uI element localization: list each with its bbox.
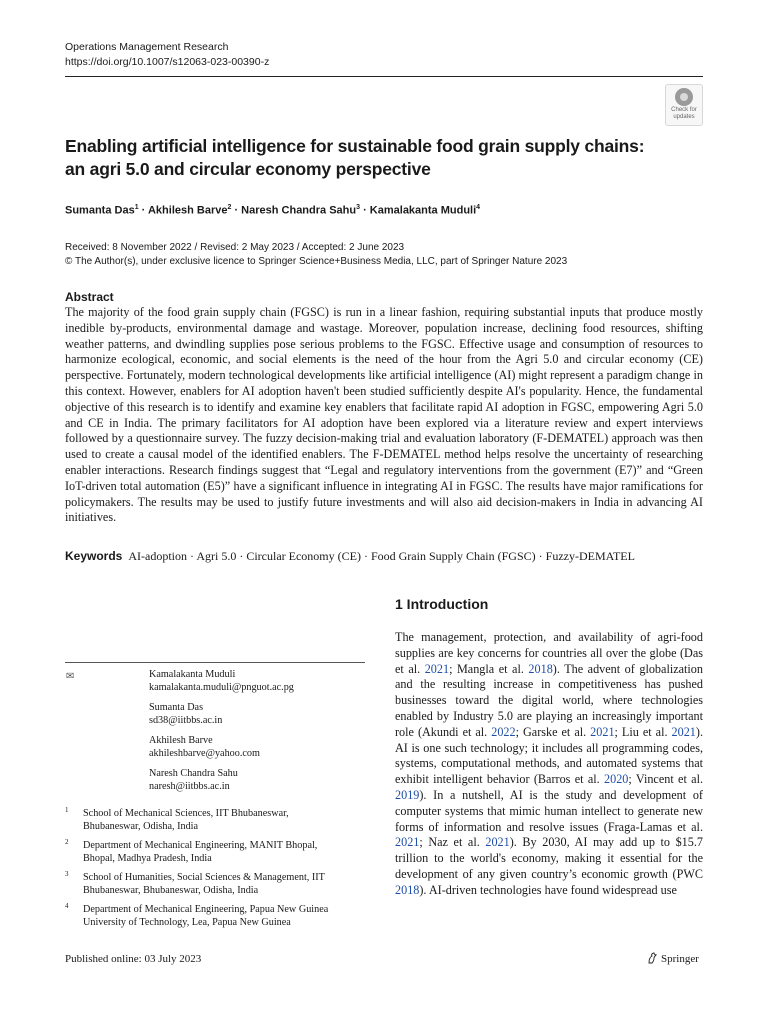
publisher-name: Springer — [661, 953, 699, 965]
citation-link[interactable]: 2021 — [590, 724, 615, 739]
envelope-icon: ✉ — [66, 671, 75, 682]
contact-entry — [149, 767, 238, 793]
affiliation-line: Bhubaneswar, Bhubaneswar, Odisha, India — [83, 885, 259, 896]
intro-text: ; Garske et al. — [515, 724, 591, 739]
contact-name: Naresh Chandra Sahu — [149, 768, 238, 779]
contact-email[interactable]: sd38@iitbbs.ac.in — [149, 715, 223, 726]
affiliation-number: 1 — [65, 806, 69, 814]
publication-dates — [65, 241, 567, 269]
citation-link[interactable]: 2021 — [395, 835, 420, 850]
keywords-list: AI-adoption · Agri 5.0 · Circular Economy (CE) · Food Grain Supply Chain (FGSC) · Fuzzy-DEMATEL — [128, 549, 635, 563]
introduction-text — [395, 630, 703, 899]
keywords — [65, 549, 635, 564]
published-online: Published online: 03 July 2023 — [65, 953, 202, 965]
contact-name: Sumanta Das — [149, 702, 204, 713]
publisher-logo — [646, 952, 699, 965]
intro-text: The management, protection, and availability of agri-food supplies are key concerns for countries all over the globe (Das et al. — [395, 630, 703, 676]
affiliation-number: 2 — [65, 838, 69, 846]
citation-link[interactable]: 2021 — [485, 835, 510, 850]
received-dates: Received: 8 November 2022 / Revised: 2 May 2023 / Accepted: 2 June 2023 — [65, 242, 405, 253]
citation-link[interactable]: 2019 — [395, 787, 420, 802]
journal-name: Operations Management Research — [65, 41, 229, 53]
author-name[interactable]: Kamalakanta Muduli — [369, 204, 477, 217]
citation-link[interactable]: 2022 — [491, 724, 516, 739]
intro-text: ). AI is one such technology; it includes all programming codes, systems, computational methods, and automated systems that exhibit intelligent behavior (Barros et al. — [395, 724, 703, 787]
contact-entry — [149, 701, 222, 727]
affiliation-line: Department of Mechanical Engineering, Papua New Guinea — [83, 904, 329, 915]
intro-text: ). AI-driven technologies have found widespread use — [419, 882, 677, 897]
doi-link[interactable]: https://doi.org/10.1007/s12063-023-00390-z — [65, 56, 270, 68]
affiliation-line: School of Mechanical Sciences, IIT Bhubaneswar, — [83, 808, 289, 819]
author-name[interactable]: Akhilesh Barve — [147, 204, 228, 217]
update-check-icon — [675, 88, 693, 106]
intro-text: ; Mangla et al. — [449, 661, 529, 676]
citation-link[interactable]: 2018 — [395, 882, 420, 897]
affiliation-line: School of Humanities, Social Sciences & Management, IIT — [83, 872, 325, 883]
author-affiliation-mark: 1 — [134, 204, 139, 211]
intro-text: ). The advent of globalization and the resulting increase in competitiveness has pushed businesses toward the digital world, where technologies enabled by Industry 5.0 are playing an increasingly important role (Akundi et al. — [395, 661, 703, 739]
intro-text: ; Naz et al. — [419, 835, 486, 850]
affiliation-line: Department of Mechanical Engineering, MANIT Bhopal, — [83, 840, 318, 851]
intro-text: ; Liu et al. — [614, 724, 672, 739]
affiliation-line: University of Technology, Lea, Papua New Guinea — [83, 917, 291, 928]
section-heading: 1 Introduction — [395, 596, 489, 612]
author-affiliation-mark: 2 — [227, 204, 232, 211]
abstract-text: The majority of the food grain supply chain (FGSC) is run in a linear fashion, requiring substantial inputs that produce mostly inedible by-products, environmental damage and wastage. Moreover, population increase, declining food resources, shifting weather patterns, and dwindling supplies pose serious problems to the FGSC. Effective usage and consumption of resources to harmonize ecological, economic, and social elements is the need of the hour from the Agri 5.0 and circular economy (CE) perspective. Fortunately, modern technological developments like artificial intelligence (AI) might represent a paradigm change in this context. However, enablers for AI adoption haven't been studied sufficiently despite AI's popularity. Hence, the fundamental objective of this research is to identify and examine key enablers that facilitate rapid AI adoption in FGSC, empowering Agri 5.0 and CE in India. The primary facilitators for AI adoption have been explored via a literature review and expert interviews followed by a questionnaire survey. The fuzzy decision-making trial and evaluation laboratory (F-DEMATEL) approach was then used to create a causal model of the identified enablers. The F-DEMATEL method helps resolve the uncertainty of researching enabler interactions. Research findings suggest that “Legal and regulatory interventions from the government (E7)” and “Green IoT-driven total automation (E5)” have a significant influence in integrating AI in FGSC. The results have major ramifications for policymakers. The results may be used to justify future investments and will also aid decision-makers in India in advancing AI initiatives. — [65, 305, 703, 525]
paper-title: Enabling artificial intelligence for sustainable food grain supply chains: an agri 5.0 and circular economy perspective — [65, 136, 645, 179]
header-rule — [65, 76, 703, 77]
copyright-notice: © The Author(s), under exclusive licence to Springer Science+Business Media, LLC, part of Springer Nature 2023 — [65, 256, 568, 267]
contact-name: Kamalakanta Muduli — [149, 669, 236, 680]
affiliation-number: 3 — [65, 870, 69, 878]
citation-link[interactable]: 2018 — [528, 661, 553, 676]
journal-header — [65, 40, 269, 70]
affiliation-line: Bhubaneswar, Odisha, India — [83, 821, 199, 832]
author-name[interactable]: Naresh Chandra Sahu — [241, 204, 357, 217]
author-list: Sumanta Das$^1$ · Akhilesh Barve$^2$ · Naresh Chandra Sahu$^3$ · Kamalakanta Muduli$^4$ — [65, 204, 481, 217]
citation-link[interactable]: 2021 — [671, 724, 696, 739]
abstract-heading: Abstract — [65, 290, 114, 304]
affiliation-number: 4 — [65, 902, 69, 910]
affiliation-line: Bhopal, Madhya Pradesh, India — [83, 853, 212, 864]
contact-name: Akhilesh Barve — [149, 735, 213, 746]
footnote-rule — [65, 662, 365, 663]
contact-entry — [149, 734, 260, 760]
contact-email[interactable]: naresh@iitbbs.ac.in — [149, 781, 230, 792]
contact-email[interactable]: akhileshbarve@yahoo.com — [149, 748, 260, 759]
check-for-updates-badge[interactable] — [665, 84, 703, 126]
intro-text: ; Vincent et al. — [628, 772, 703, 787]
author-affiliation-mark: 3 — [356, 204, 360, 211]
badge-line1: Check for — [671, 107, 697, 113]
citation-link[interactable]: 2021 — [424, 661, 450, 676]
author-affiliation-mark: 4 — [476, 204, 481, 211]
springer-horse-icon — [646, 952, 658, 964]
keywords-label: Keywords — [65, 549, 123, 563]
intro-text: ). By 2030, AI may add up to $15.7 trillion to the world's economy, making it essential for the development of any given country’s economic growth (PWC — [395, 835, 703, 881]
author-name[interactable]: Sumanta Das — [65, 204, 135, 217]
contact-email[interactable]: kamalakanta.muduli@pnguot.ac.pg — [149, 682, 294, 693]
contact-entry — [149, 668, 294, 694]
intro-text: ). In a nutshell, AI is the study and development of computer systems that mimic human intellect to generate new forms of information and resolve issues (Fraga-Lamas et al. — [395, 787, 703, 834]
citation-link[interactable]: 2020 — [604, 772, 629, 787]
badge-line2: updates — [673, 113, 695, 120]
